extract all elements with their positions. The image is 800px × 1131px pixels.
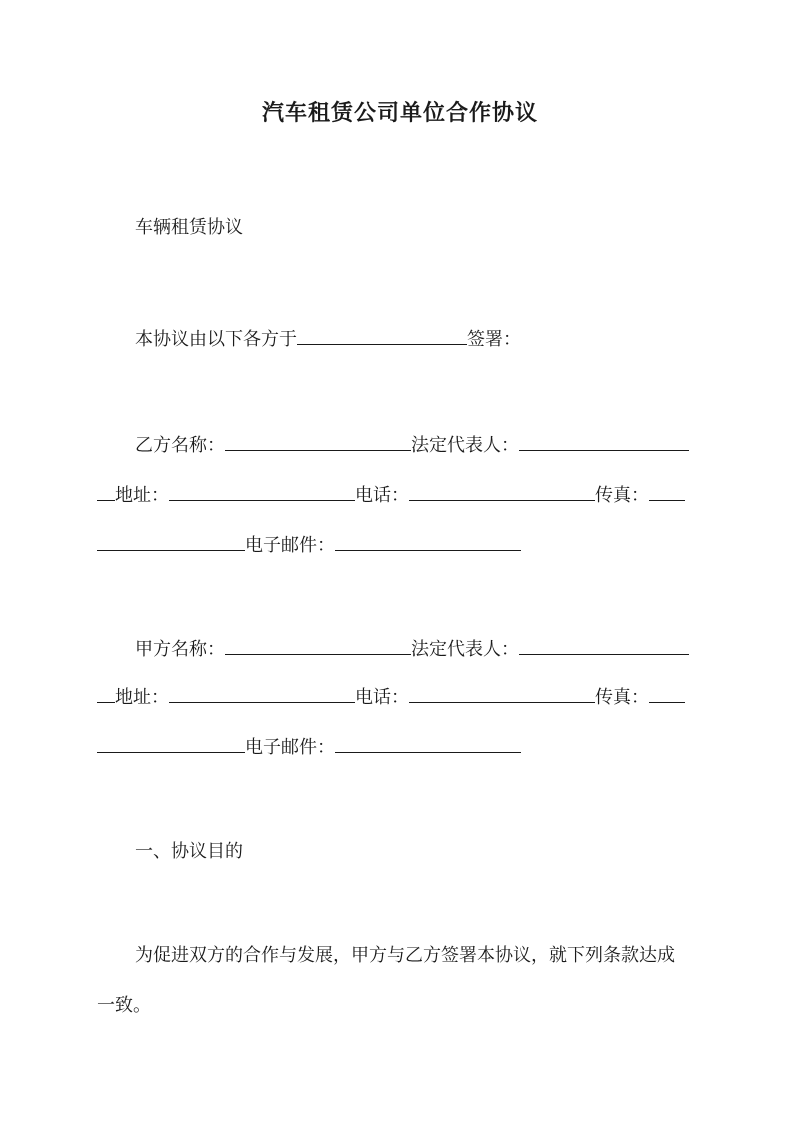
party-b-fax-label: 传真： — [595, 485, 649, 506]
party-a-name-label: 甲方名称： — [135, 639, 225, 660]
party-b-line-1 — [135, 432, 705, 458]
party-b-rep-blank-cont — [97, 482, 115, 501]
party-a-address-blank — [169, 684, 355, 703]
party-a-name-blank — [225, 636, 411, 655]
document-title: 汽车租赁公司单位合作协议 — [261, 100, 538, 126]
party-a-phone-blank — [409, 684, 595, 703]
party-a-line-1 — [135, 636, 705, 662]
party-b-address-blank — [169, 482, 355, 501]
party-b-fax-blank — [649, 482, 685, 501]
party-b-fax-blank-cont — [97, 532, 245, 551]
intro-text-before: 本协议由以下各方于 — [135, 329, 297, 350]
section-1-body-line-2: 一致。 — [97, 995, 151, 1016]
party-b-address-label: 地址： — [115, 485, 169, 506]
party-b-name-label: 乙方名称： — [135, 435, 225, 456]
party-b-email-blank — [335, 532, 521, 551]
party-a-email-label: 电子邮件： — [245, 737, 335, 758]
section-1-body-line-1: 为促进双方的合作与发展，甲方与乙方签署本协议，就下列条款达成 — [135, 945, 675, 966]
party-b-line-3 — [97, 532, 707, 558]
agreement-subtitle: 车辆租赁协议 — [135, 217, 243, 238]
party-b-email-label: 电子邮件： — [245, 535, 335, 556]
party-a-rep-blank-cont — [97, 684, 115, 703]
party-b-phone-label: 电话： — [355, 485, 409, 506]
party-b-phone-blank — [409, 482, 595, 501]
party-a-line-3 — [97, 734, 707, 760]
party-a-rep-label: 法定代表人： — [411, 639, 519, 660]
party-b-name-blank — [225, 432, 411, 451]
intro-line — [135, 326, 705, 352]
party-a-fax-blank-cont — [97, 734, 245, 753]
party-a-phone-label: 电话： — [355, 687, 409, 708]
party-a-address-label: 地址： — [115, 687, 169, 708]
party-b-rep-label: 法定代表人： — [411, 435, 519, 456]
party-b-line-2 — [97, 482, 707, 508]
party-b-rep-blank — [519, 432, 689, 451]
party-a-fax-label: 传真： — [595, 687, 649, 708]
section-1-heading: 一、协议目的 — [135, 841, 243, 862]
party-a-line-2 — [97, 684, 707, 710]
party-a-fax-blank — [649, 684, 685, 703]
intro-text-after: 签署： — [467, 329, 521, 350]
party-a-rep-blank — [519, 636, 689, 655]
party-a-email-blank — [335, 734, 521, 753]
signing-place-blank — [297, 326, 467, 345]
